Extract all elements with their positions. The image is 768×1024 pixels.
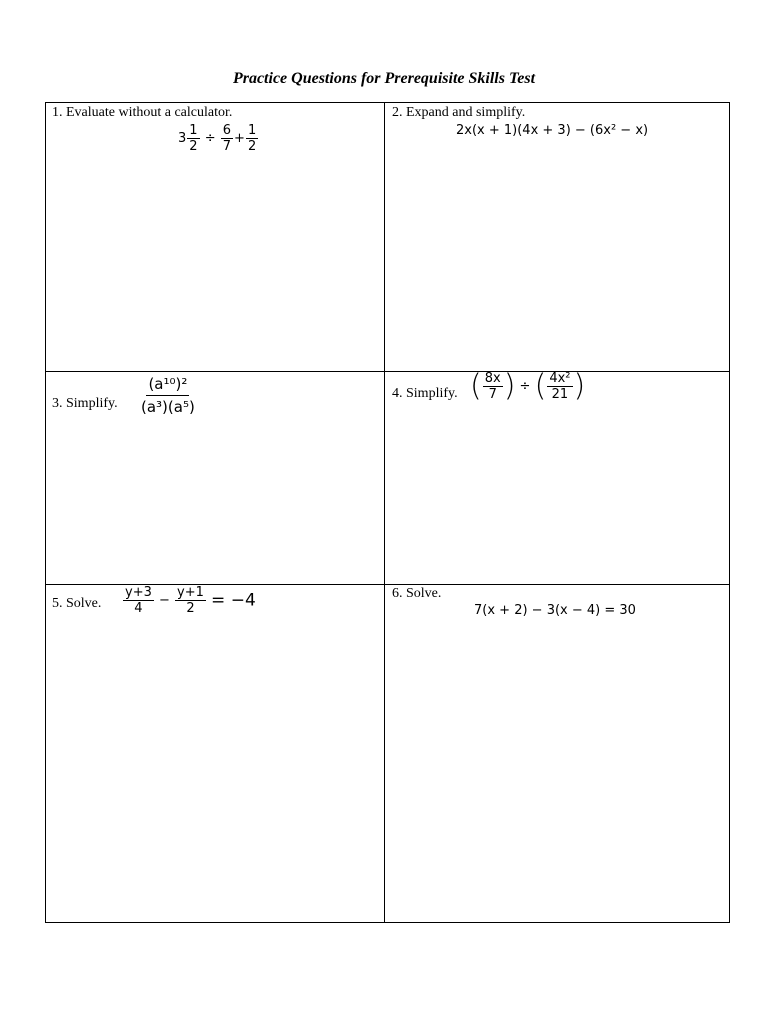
q4-fraction-2 bbox=[547, 371, 572, 402]
q1-n1: 1 bbox=[189, 123, 198, 138]
q1-op1: ÷ bbox=[204, 131, 216, 146]
q5-n1: y+3 bbox=[125, 585, 152, 600]
question-grid bbox=[45, 102, 730, 923]
q1-d1: 2 bbox=[189, 139, 198, 154]
question-6-label: 6. Solve. bbox=[392, 586, 442, 601]
q4-n1: 8x bbox=[484, 371, 501, 386]
question-3-label: 3. Simplify. bbox=[52, 396, 118, 411]
q1-fraction-2 bbox=[221, 123, 233, 154]
q1-fraction-3 bbox=[246, 123, 258, 154]
question-2-label: 2. Expand and simplify. bbox=[392, 105, 526, 120]
q1-d2: 7 bbox=[222, 139, 232, 154]
question-6-expression: 7(x + 2) − 3(x − 4) = 30 bbox=[474, 603, 636, 618]
question-5-expression bbox=[122, 585, 256, 616]
question-2-expression: 2x(x + 1)(4x + 3) − (6x² − x) bbox=[456, 123, 649, 138]
q4-op: ÷ bbox=[519, 379, 531, 394]
q5-op: − bbox=[159, 593, 170, 608]
q5-d2: 2 bbox=[186, 601, 195, 616]
question-5-label: 5. Solve. bbox=[52, 596, 102, 611]
q3-denominator: (a³)(a⁵) bbox=[141, 398, 195, 416]
question-1-label: 1. Evaluate without a calculator. bbox=[52, 105, 233, 120]
q4-n2: 4x² bbox=[549, 371, 571, 386]
q4-d2: 21 bbox=[551, 387, 569, 402]
q1-n3: 1 bbox=[247, 123, 257, 138]
question-3-expression bbox=[138, 373, 198, 418]
q1-fraction-1 bbox=[187, 123, 199, 154]
question-4-expression: ( $\frac{8x}{7}$ ) ÷ ( $\frac{\text{4x²}}{21}$ ) bbox=[470, 368, 586, 404]
q5-n2: y+1 bbox=[177, 585, 204, 600]
q1-whole: 3 bbox=[178, 131, 187, 146]
grid-divider-vertical bbox=[384, 103, 385, 922]
q5-fraction-1 bbox=[123, 585, 154, 616]
question-1-expression bbox=[178, 123, 259, 154]
q5-fraction-2 bbox=[175, 585, 206, 616]
q5-rhs: = −4 bbox=[211, 590, 256, 611]
q1-d3: 2 bbox=[247, 139, 257, 154]
q3-numerator: (a¹⁰)² bbox=[146, 373, 189, 396]
question-4-label: 4. Simplify. bbox=[392, 386, 458, 401]
grid-divider-horizontal-1 bbox=[46, 371, 729, 372]
q5-d1: 4 bbox=[134, 601, 143, 616]
page-title: Practice Questions for Prerequisite Skills Test bbox=[232, 70, 536, 87]
q3-fraction bbox=[139, 373, 197, 418]
q4-d1: 7 bbox=[488, 387, 497, 402]
q4-fraction-1 bbox=[483, 371, 503, 402]
q1-op2: + bbox=[234, 131, 245, 146]
q1-n2: 6 bbox=[222, 123, 232, 138]
